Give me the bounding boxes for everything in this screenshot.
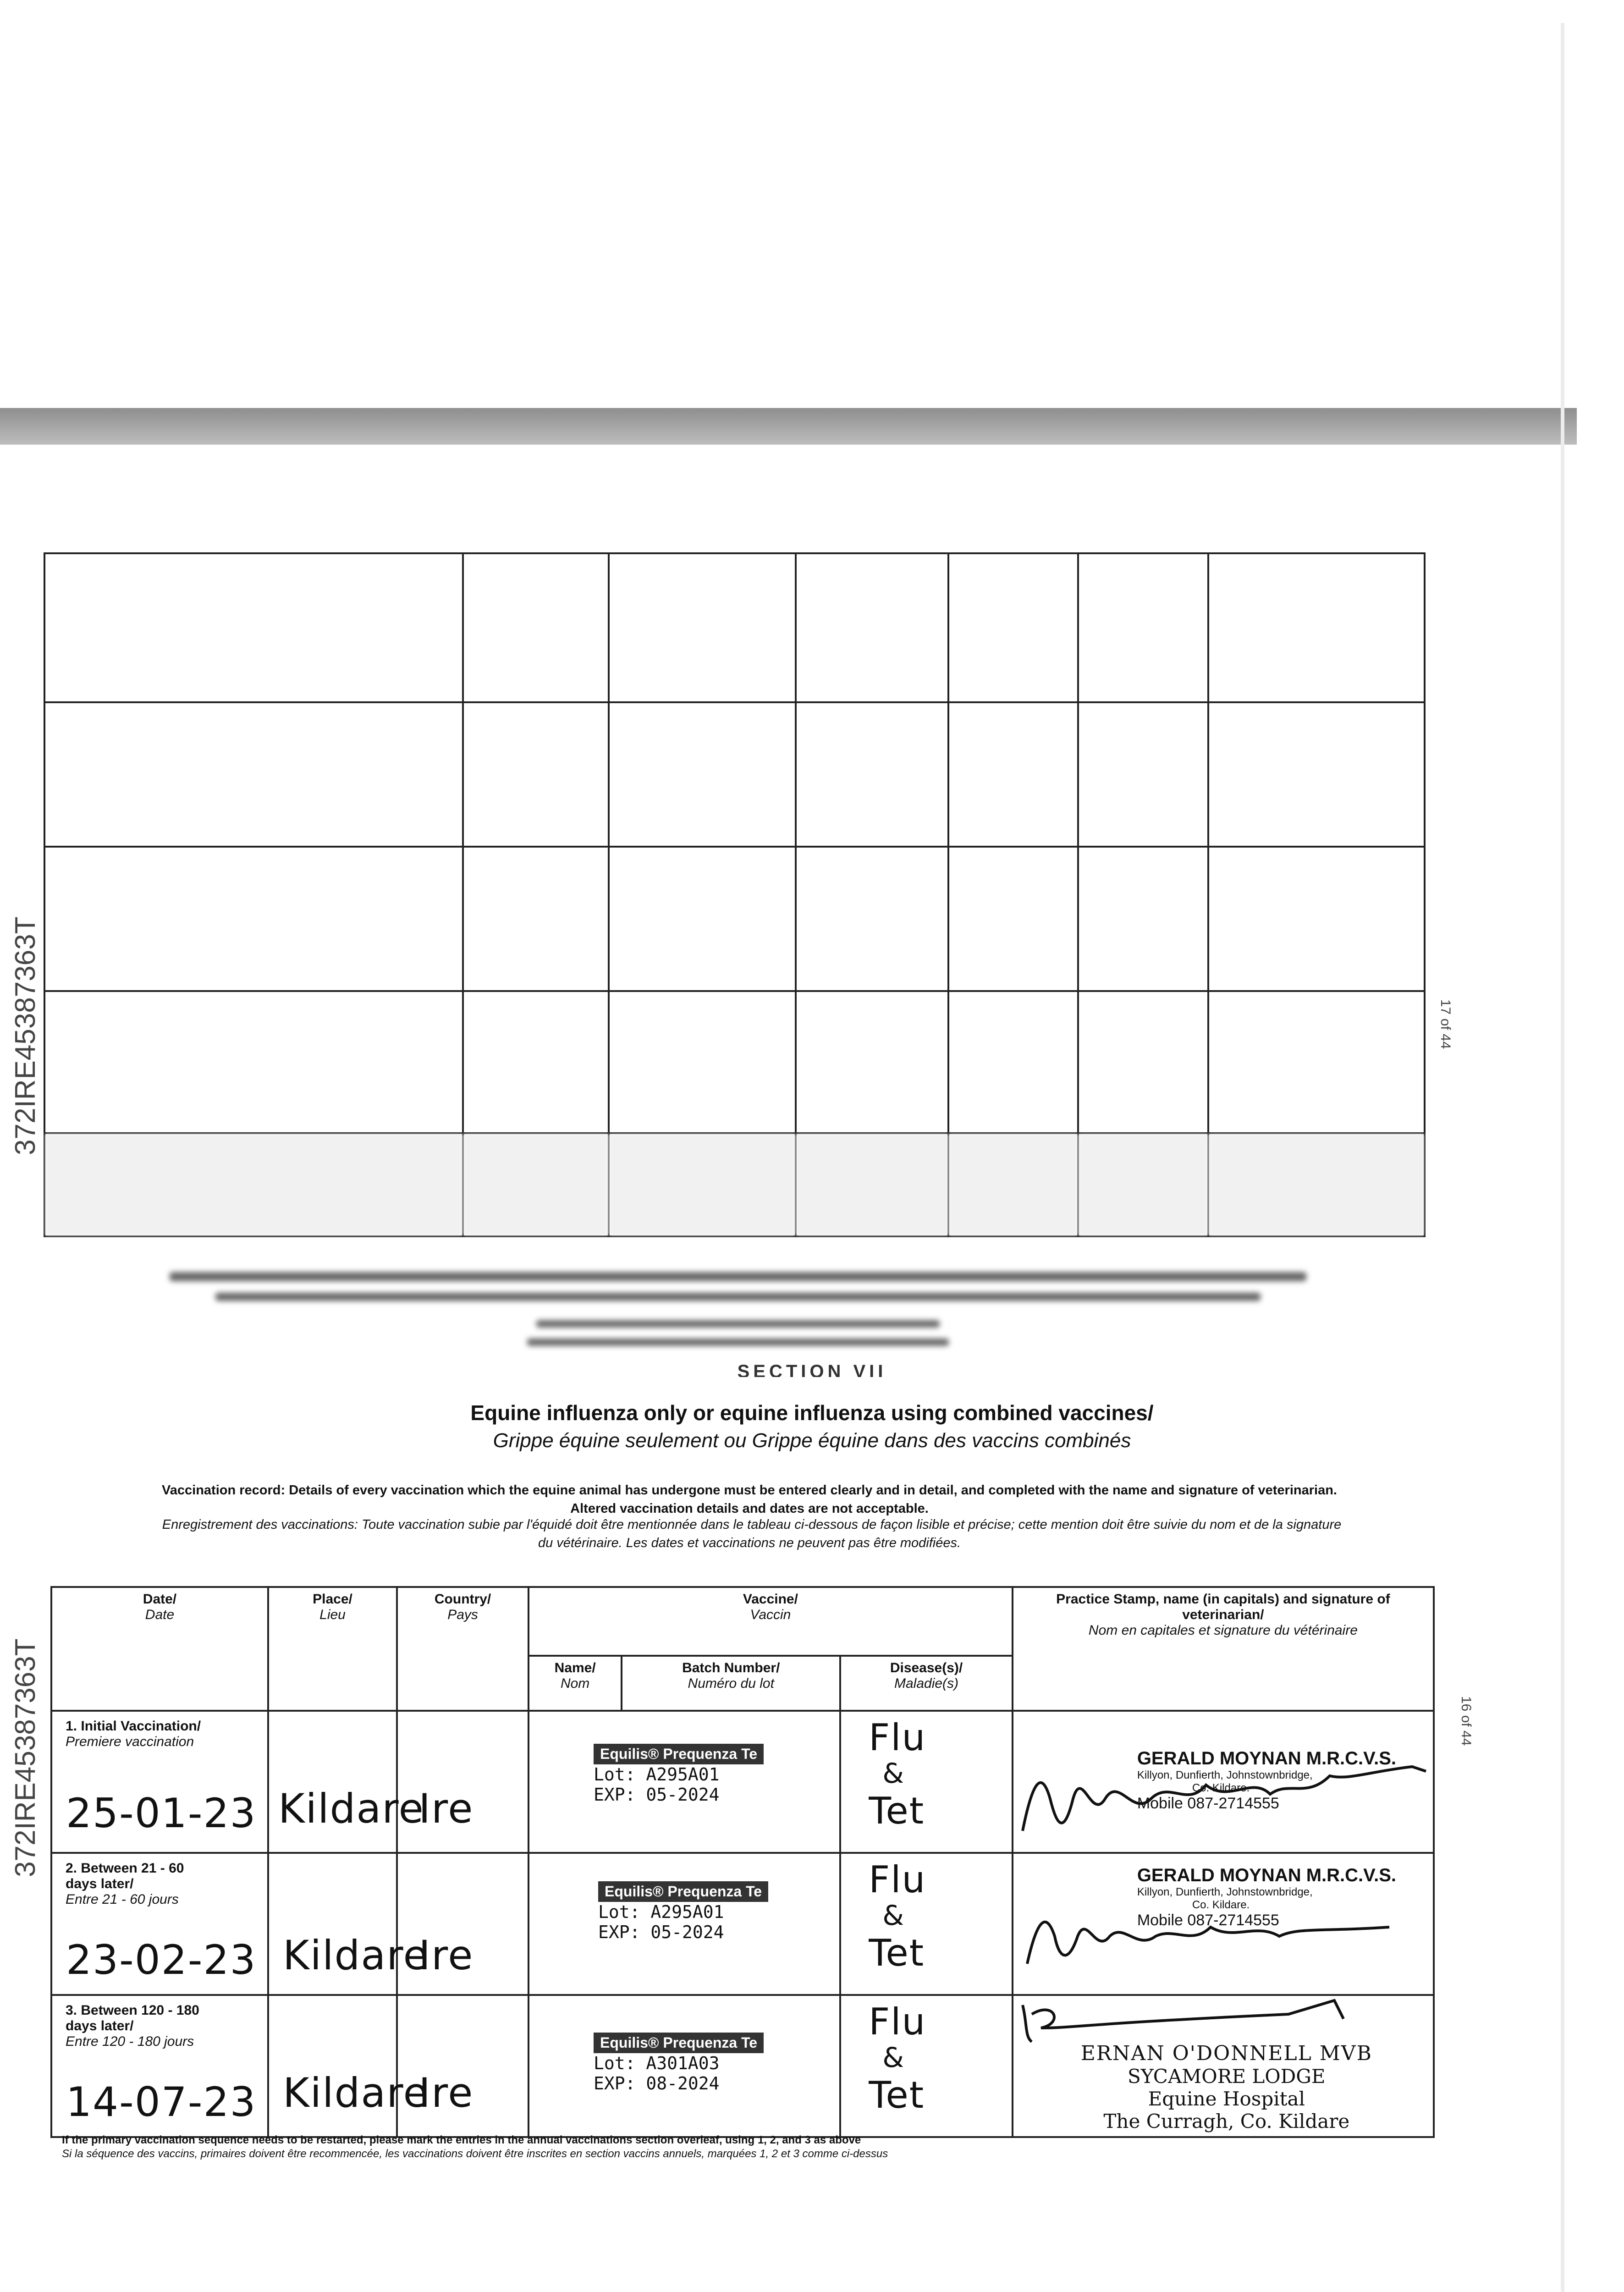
header-name-fr: Nom <box>560 1676 590 1691</box>
stamp-mobile: Mobile 087-2714555 <box>1137 1912 1279 1929</box>
intro-en-2: Altered vaccination details and dates are not acceptable. <box>570 1501 929 1516</box>
footer-fr: Si la séquence des vaccins, primaires doivent être recommencée, les vaccinations doivent être inscrites en section vaccins annuels, marquées 1, 2 et 3 comme ci-dessus <box>62 2148 888 2160</box>
header-date: Date/ <box>143 1592 177 1607</box>
passport-id-upper: 372IRE45387363T <box>10 916 41 1155</box>
table-row <box>51 1853 1434 1995</box>
place-value: Kildare <box>282 1932 429 1979</box>
redacted-text <box>536 1320 940 1328</box>
row-label-fr: Entre 21 - 60 jours <box>66 1892 179 1907</box>
vaccine-exp: EXP: 05-2024 <box>594 1785 720 1805</box>
place-value: Kildare <box>278 1785 424 1832</box>
vaccination-table <box>50 1586 1435 2138</box>
vaccine-exp: EXP: 08-2024 <box>594 2073 720 2094</box>
page-number-lower: 16 of 44 <box>1459 1696 1474 1746</box>
place-value: Kildare <box>282 2069 429 2116</box>
vaccine-lot: Lot: A295A01 <box>598 1902 724 1922</box>
vaccine-lot: Lot: A301A03 <box>594 2053 720 2073</box>
vaccine-sticker <box>598 1881 768 1942</box>
signature-graphic <box>1013 1996 1440 2046</box>
intro-en-1: Vaccination record: Details of every vaccination which the equine animal has undergone must be entered clearly and in detail, and completed with the name and signature of veterinarian. <box>162 1483 1337 1498</box>
stamp-address: Killyon, Dunfierth, Johnstownbridge, <box>1137 1769 1313 1781</box>
header-date-fr: Date <box>145 1607 175 1622</box>
redacted-text <box>170 1272 1306 1281</box>
disease-line-3: Tet <box>869 1932 925 1974</box>
stamp-mobile: Mobile 087-2714555 <box>1137 1795 1279 1812</box>
header-disease: Disease(s)/ <box>890 1660 963 1675</box>
signature-graphic <box>1013 1730 1440 1849</box>
country-value: Ire <box>418 1785 474 1832</box>
row-label-fr: Premiere vaccination <box>66 1734 194 1749</box>
stamp-address: Killyon, Dunfierth, Johnstownbridge, <box>1137 1886 1313 1898</box>
stamp-name: GERALD MOYNAN M.R.C.V.S. <box>1137 1865 1397 1885</box>
vaccine-exp: EXP: 05-2024 <box>598 1922 724 1942</box>
vaccine-sticker <box>594 1744 764 1805</box>
row-label: 1. Initial Vaccination/ <box>66 1719 201 1734</box>
disease-line-1: Flu <box>869 1858 926 1901</box>
header-batch: Batch Number/ <box>682 1660 780 1675</box>
header-stamp-fr: Nom en capitales et signature du vétérinaire <box>1088 1623 1358 1638</box>
table-row <box>51 1995 1434 2137</box>
date-value: 14-07-23 <box>66 2078 257 2126</box>
scan-shadow-band <box>0 408 1577 445</box>
stamp-county: Co. Kildare. <box>1192 1899 1250 1911</box>
header-name: Name/ <box>554 1660 596 1675</box>
disease-line-1: Flu <box>869 2000 926 2043</box>
header-disease-fr: Maladie(s) <box>894 1676 959 1691</box>
vaccine-brand: Equilis® Prequenza Te <box>594 2033 764 2053</box>
title-en: Equine influenza only or equine influenza using combined vaccines/ <box>470 1401 1154 1425</box>
table-row <box>51 1711 1434 1853</box>
date-value: 25-01-23 <box>66 1790 257 1837</box>
title-fr: Grippe équine seulement ou Grippe équine dans des vaccins combinés <box>493 1429 1131 1452</box>
row-label-fr: Entre 120 - 180 jours <box>66 2034 194 2049</box>
row-label: 2. Between 21 - 60 days later/ <box>66 1861 184 1891</box>
passport-id-lower: 372IRE45387363T <box>10 1638 41 1877</box>
disease-line-2: & <box>882 1900 905 1932</box>
header-stamp: Practice Stamp, name (in capitals) and signature of veterinarian/ <box>1056 1592 1390 1622</box>
country-value: Ire <box>418 2069 474 2116</box>
header-batch-fr: Numéro du lot <box>688 1676 774 1691</box>
intro-fr-2: du vétérinaire. Les dates et vaccinations ne peuvent pas être modifiées. <box>538 1536 961 1550</box>
row-label: 3. Between 120 - 180 days later/ <box>66 2003 199 2033</box>
stamp-address: SYCAMORE LODGE <box>1128 2065 1326 2088</box>
disease-line-2: & <box>882 1758 905 1790</box>
header-country: Country/ <box>434 1592 491 1607</box>
page-edge <box>1561 23 1564 2292</box>
disease-line-3: Tet <box>869 2074 925 2116</box>
date-value: 23-02-23 <box>66 1936 257 1983</box>
intro-fr-1: Enregistrement des vaccinations: Toute vaccination subie par l'équidé doit être mentionnée dans le tableau ci-dessous de façon lisible et précise; cette mention doit être suivie du nom et de la signature <box>162 1517 1342 1532</box>
signature-graphic <box>1013 1872 1440 1991</box>
vaccine-lot: Lot: A295A01 <box>594 1764 720 1785</box>
header-vaccine: Vaccine/ <box>743 1592 798 1607</box>
vaccine-brand: Equilis® Prequenza Te <box>598 1881 768 1902</box>
section-title: SECTION VII <box>737 1361 887 1377</box>
page-number-upper: 17 of 44 <box>1438 999 1453 1049</box>
stamp-name: GERALD MOYNAN M.R.C.V.S. <box>1137 1748 1397 1769</box>
disease-line-1: Flu <box>869 1716 926 1759</box>
redacted-text <box>215 1293 1261 1301</box>
vet-stamp <box>1013 2042 1440 2132</box>
header-place: Place/ <box>313 1592 352 1607</box>
upper-empty-table <box>44 552 1426 1237</box>
stamp-county: Equine Hospital <box>1148 2088 1305 2110</box>
stamp-name: ERNAN O'DONNELL MVB <box>1080 2042 1372 2065</box>
footer-en: If the primary vaccination sequence needs to be restarted, please mark the entries in the annual vaccinations section overleaf, using 1, 2, and 3 as above <box>62 2134 861 2146</box>
country-value: Ire <box>418 1932 474 1979</box>
header-place-fr: Lieu <box>319 1607 346 1622</box>
header-vaccine-fr: Vaccin <box>750 1607 791 1622</box>
disease-line-2: & <box>882 2042 905 2074</box>
stamp-county: Co. Kildare. <box>1192 1782 1250 1794</box>
stamp-mobile: The Curragh, Co. Kildare <box>1103 2110 1350 2132</box>
header-country-fr: Pays <box>447 1607 478 1622</box>
vaccine-brand: Equilis® Prequenza Te <box>594 1744 764 1764</box>
vaccine-sticker <box>594 2033 764 2094</box>
disease-line-3: Tet <box>869 1790 925 1832</box>
redacted-text <box>527 1339 949 1346</box>
